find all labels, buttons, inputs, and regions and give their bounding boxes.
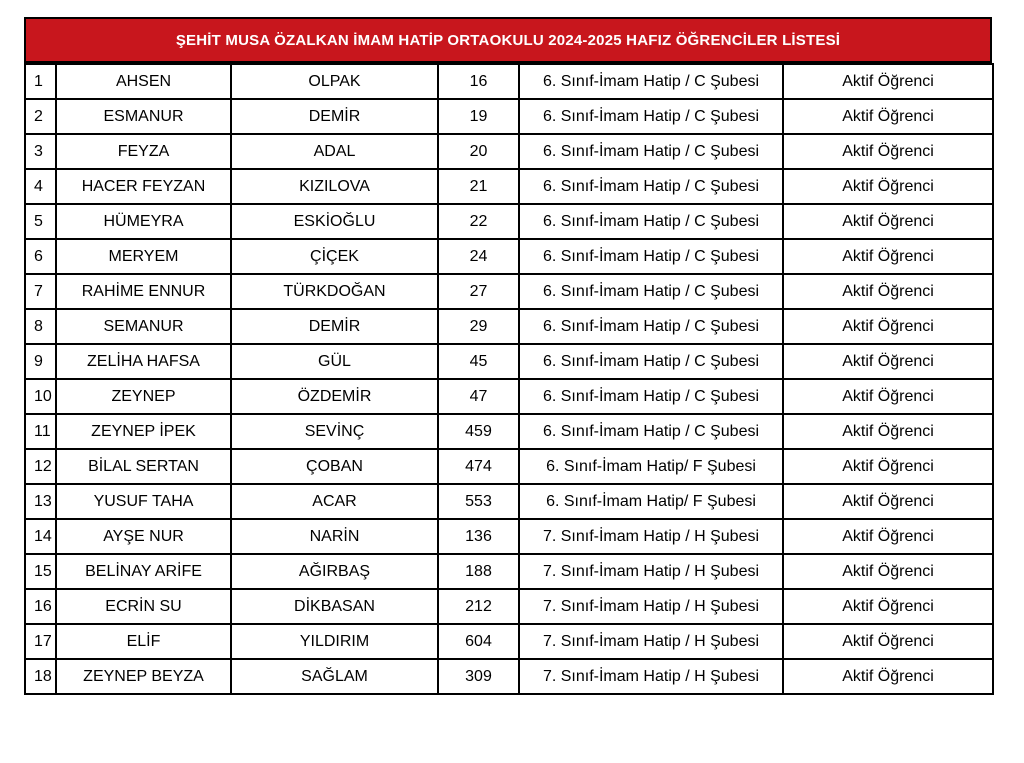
last-name-cell: SAĞLAM <box>231 659 438 694</box>
class-cell: 6. Sınıf-İmam Hatip / C Şubesi <box>519 379 783 414</box>
first-name-cell: ELİF <box>56 624 231 659</box>
student-number-cell: 16 <box>438 64 519 99</box>
last-name-cell: ÇOBAN <box>231 449 438 484</box>
class-cell: 6. Sınıf-İmam Hatip / C Şubesi <box>519 169 783 204</box>
table-row <box>25 379 993 414</box>
last-name-cell: GÜL <box>231 344 438 379</box>
table-row <box>25 484 993 519</box>
class-cell: 6. Sınıf-İmam Hatip / C Şubesi <box>519 344 783 379</box>
table-row <box>25 414 993 449</box>
student-number-cell: 24 <box>438 239 519 274</box>
first-name-cell: SEMANUR <box>56 309 231 344</box>
class-cell: 7. Sınıf-İmam Hatip / H Şubesi <box>519 624 783 659</box>
status-cell: Aktif Öğrenci <box>783 134 993 169</box>
last-name-cell: ADAL <box>231 134 438 169</box>
status-cell: Aktif Öğrenci <box>783 309 993 344</box>
student-number-cell: 604 <box>438 624 519 659</box>
last-name-cell: DEMİR <box>231 309 438 344</box>
table-row <box>25 64 993 99</box>
table-row <box>25 519 993 554</box>
class-cell: 6. Sınıf-İmam Hatip / C Şubesi <box>519 414 783 449</box>
table-row <box>25 554 993 589</box>
first-name-cell: ZELİHA HAFSA <box>56 344 231 379</box>
student-table-body <box>25 64 993 694</box>
status-cell: Aktif Öğrenci <box>783 589 993 624</box>
student-number-cell: 19 <box>438 99 519 134</box>
first-name-cell: HÜMEYRA <box>56 204 231 239</box>
student-number-cell: 459 <box>438 414 519 449</box>
row-number: 5 <box>25 204 56 239</box>
last-name-cell: YILDIRIM <box>231 624 438 659</box>
status-cell: Aktif Öğrenci <box>783 414 993 449</box>
table-row <box>25 624 993 659</box>
status-cell: Aktif Öğrenci <box>783 204 993 239</box>
first-name-cell: MERYEM <box>56 239 231 274</box>
last-name-cell: KIZILOVA <box>231 169 438 204</box>
table-row <box>25 309 993 344</box>
student-number-cell: 309 <box>438 659 519 694</box>
first-name-cell: ZEYNEP BEYZA <box>56 659 231 694</box>
status-cell: Aktif Öğrenci <box>783 449 993 484</box>
student-number-cell: 188 <box>438 554 519 589</box>
table-row <box>25 589 993 624</box>
status-cell: Aktif Öğrenci <box>783 519 993 554</box>
last-name-cell: OLPAK <box>231 64 438 99</box>
row-number: 2 <box>25 99 56 134</box>
student-number-cell: 474 <box>438 449 519 484</box>
first-name-cell: HACER FEYZAN <box>56 169 231 204</box>
status-cell: Aktif Öğrenci <box>783 344 993 379</box>
last-name-cell: TÜRKDOĞAN <box>231 274 438 309</box>
row-number: 15 <box>25 554 56 589</box>
class-cell: 6. Sınıf-İmam Hatip / C Şubesi <box>519 64 783 99</box>
class-cell: 6. Sınıf-İmam Hatip / C Şubesi <box>519 274 783 309</box>
row-number: 14 <box>25 519 56 554</box>
last-name-cell: ÖZDEMİR <box>231 379 438 414</box>
row-number: 3 <box>25 134 56 169</box>
row-number: 9 <box>25 344 56 379</box>
last-name-cell: SEVİNÇ <box>231 414 438 449</box>
table-row <box>25 204 993 239</box>
row-number: 10 <box>25 379 56 414</box>
student-number-cell: 27 <box>438 274 519 309</box>
last-name-cell: ESKİOĞLU <box>231 204 438 239</box>
row-number: 16 <box>25 589 56 624</box>
student-number-cell: 20 <box>438 134 519 169</box>
student-number-cell: 212 <box>438 589 519 624</box>
class-cell: 6. Sınıf-İmam Hatip/ F Şubesi <box>519 484 783 519</box>
status-cell: Aktif Öğrenci <box>783 659 993 694</box>
class-cell: 7. Sınıf-İmam Hatip / H Şubesi <box>519 519 783 554</box>
row-number: 18 <box>25 659 56 694</box>
table-row <box>25 344 993 379</box>
class-cell: 6. Sınıf-İmam Hatip / C Şubesi <box>519 99 783 134</box>
row-number: 11 <box>25 414 56 449</box>
table-row <box>25 169 993 204</box>
status-cell: Aktif Öğrenci <box>783 64 993 99</box>
status-cell: Aktif Öğrenci <box>783 484 993 519</box>
list-title: ŞEHİT MUSA ÖZALKAN İMAM HATİP ORTAOKULU 2024-2025 HAFIZ ÖĞRENCİLER LİSTESİ <box>24 17 992 63</box>
class-cell: 6. Sınıf-İmam Hatip/ F Şubesi <box>519 449 783 484</box>
student-number-cell: 21 <box>438 169 519 204</box>
first-name-cell: BİLAL SERTAN <box>56 449 231 484</box>
status-cell: Aktif Öğrenci <box>783 99 993 134</box>
status-cell: Aktif Öğrenci <box>783 169 993 204</box>
table-row <box>25 449 993 484</box>
row-number: 1 <box>25 64 56 99</box>
class-cell: 7. Sınıf-İmam Hatip / H Şubesi <box>519 659 783 694</box>
student-number-cell: 45 <box>438 344 519 379</box>
last-name-cell: ACAR <box>231 484 438 519</box>
status-cell: Aktif Öğrenci <box>783 274 993 309</box>
first-name-cell: ZEYNEP İPEK <box>56 414 231 449</box>
last-name-cell: AĞIRBAŞ <box>231 554 438 589</box>
last-name-cell: DİKBASAN <box>231 589 438 624</box>
student-number-cell: 47 <box>438 379 519 414</box>
first-name-cell: RAHİME ENNUR <box>56 274 231 309</box>
student-number-cell: 136 <box>438 519 519 554</box>
status-cell: Aktif Öğrenci <box>783 379 993 414</box>
row-number: 6 <box>25 239 56 274</box>
student-number-cell: 22 <box>438 204 519 239</box>
class-cell: 6. Sınıf-İmam Hatip / C Şubesi <box>519 204 783 239</box>
table-row <box>25 274 993 309</box>
class-cell: 6. Sınıf-İmam Hatip / C Şubesi <box>519 134 783 169</box>
row-number: 13 <box>25 484 56 519</box>
row-number: 12 <box>25 449 56 484</box>
last-name-cell: NARİN <box>231 519 438 554</box>
table-row <box>25 239 993 274</box>
status-cell: Aktif Öğrenci <box>783 239 993 274</box>
last-name-cell: ÇİÇEK <box>231 239 438 274</box>
status-cell: Aktif Öğrenci <box>783 554 993 589</box>
student-number-cell: 553 <box>438 484 519 519</box>
last-name-cell: DEMİR <box>231 99 438 134</box>
student-table <box>24 63 994 695</box>
first-name-cell: FEYZA <box>56 134 231 169</box>
student-list-sheet <box>24 17 992 695</box>
row-number: 17 <box>25 624 56 659</box>
first-name-cell: BELİNAY ARİFE <box>56 554 231 589</box>
first-name-cell: AHSEN <box>56 64 231 99</box>
class-cell: 6. Sınıf-İmam Hatip / C Şubesi <box>519 239 783 274</box>
first-name-cell: ZEYNEP <box>56 379 231 414</box>
table-row <box>25 134 993 169</box>
row-number: 7 <box>25 274 56 309</box>
class-cell: 6. Sınıf-İmam Hatip / C Şubesi <box>519 309 783 344</box>
status-cell: Aktif Öğrenci <box>783 624 993 659</box>
first-name-cell: ECRİN SU <box>56 589 231 624</box>
first-name-cell: YUSUF TAHA <box>56 484 231 519</box>
student-number-cell: 29 <box>438 309 519 344</box>
class-cell: 7. Sınıf-İmam Hatip / H Şubesi <box>519 554 783 589</box>
table-row <box>25 659 993 694</box>
row-number: 8 <box>25 309 56 344</box>
class-cell: 7. Sınıf-İmam Hatip / H Şubesi <box>519 589 783 624</box>
row-number: 4 <box>25 169 56 204</box>
table-row <box>25 99 993 134</box>
first-name-cell: ESMANUR <box>56 99 231 134</box>
first-name-cell: AYŞE NUR <box>56 519 231 554</box>
